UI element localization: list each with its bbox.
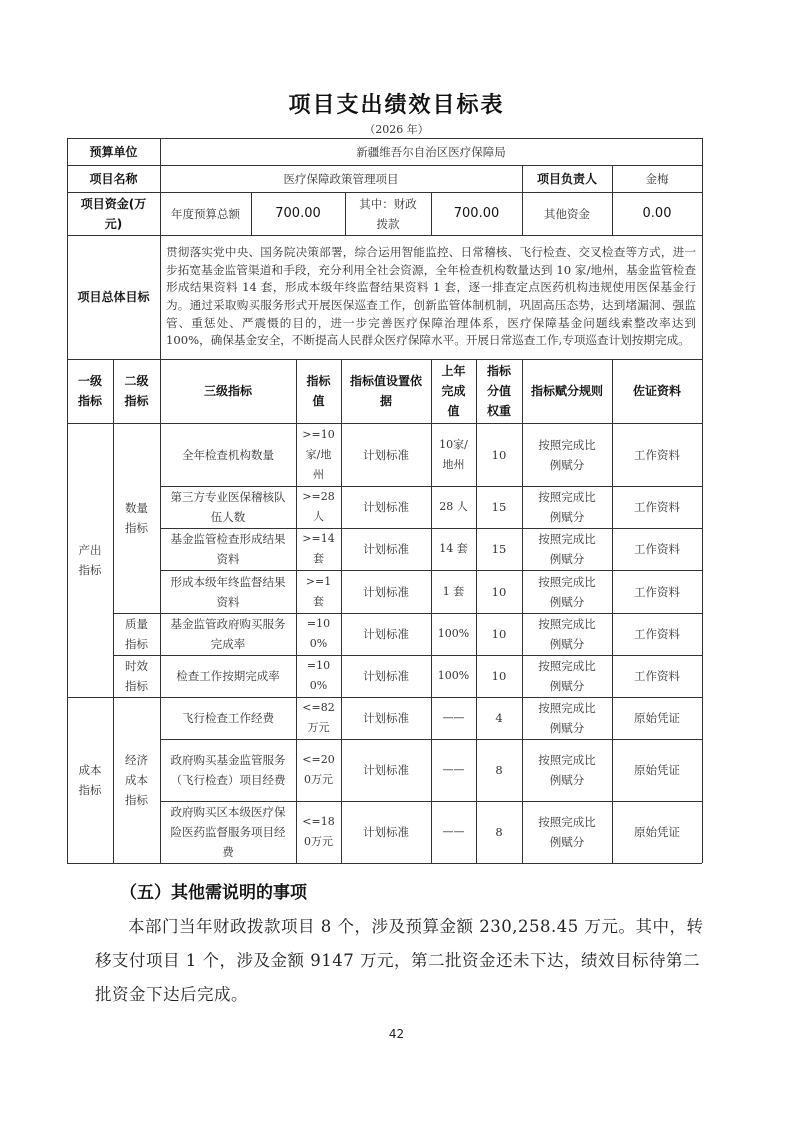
table-rule [67,359,702,360]
table-rule [702,138,703,863]
indicator-rule: 按照完成比例赋分 [538,753,596,787]
indicator-value: =100% [306,659,331,692]
table-rule [345,192,346,235]
indicator-name: 全年检查机构数量 [182,447,274,462]
header-evidence: 佐证资料 [632,384,681,398]
indicator-basis: 计划标准 [363,763,409,777]
indicator-evidence: 工作资料 [634,447,680,462]
funds-label: 项目资金(万元) [80,196,147,231]
level2-economic-cost: 经济成本指标 [125,753,148,807]
table-rule [67,165,702,166]
indicator-value: >=28人 [302,490,335,523]
annual-total-label: 年度预算总额 [171,206,240,221]
table-rule [160,359,161,863]
indicator-name: 政府购买区本级医疗保险医药监督服务项目经费 [170,805,286,859]
table-rule [113,613,702,614]
table-rule [113,359,114,863]
indicator-evidence: 工作资料 [634,584,680,599]
indicator-weight: 15 [491,500,507,514]
indicator-last-year: 14 套 [439,542,468,555]
indicator-last-year: 10家/地州 [439,437,468,471]
table-rule [160,801,702,802]
indicator-value: <=180万元 [302,815,335,848]
indicator-weight: 10 [491,669,507,683]
table-rule [160,138,161,359]
indicator-basis: 计划标准 [363,825,409,839]
indicator-evidence: 原始凭证 [634,825,680,839]
page-number: 42 [388,1027,405,1041]
indicator-basis: 计划标准 [363,711,409,725]
project-name-label: 项目名称 [89,171,138,186]
indicator-rule: 按照完成比例赋分 [538,490,596,524]
indicator-name: 政府购买基金监管服务（飞行检查）项目经费 [170,753,286,787]
table-rule [296,359,297,863]
indicator-name: 飞行检查工作经费 [182,711,274,725]
indicator-value: >=10家/地州 [302,427,335,481]
table-rule [612,359,613,863]
indicator-value: >=1套 [305,574,332,608]
fiscal-label: 其中：财政拨款 [359,196,417,231]
project-leader-label: 项目负责人 [536,171,597,186]
indicator-evidence: 工作资料 [634,500,680,514]
section-paragraph: 本部门当年财政拨款项目 8 个，涉及预算金额 230,258.45 万元。其中，转移支付项目 1 个，涉及金额 9147 万元，第二批资金还未下达，绩效目标待第二批资金下达后完成。 [95,917,704,1004]
header-level2: 二级指标 [124,374,149,408]
table-rule [67,138,68,863]
project-name-value: 医疗保障政策管理项目 [283,171,399,186]
table-rule [67,138,702,139]
table-rule [522,165,523,235]
header-last-year: 上年完成值 [441,364,466,418]
indicator-last-year: —— [442,711,465,724]
section-heading: （五）其他需说明的事项 [120,883,307,903]
year-subtitle: （2026 年） [364,123,429,136]
table-rule [251,192,252,235]
other-funds-value: 0.00 [642,205,672,221]
budget-unit-value: 新疆维吾尔自治区医疗保障局 [356,144,506,159]
table-rule [431,359,432,863]
other-funds-label: 其他资金 [544,206,590,221]
indicator-rule: 按照完成比例赋分 [538,532,596,566]
budget-unit-label: 预算单位 [89,144,138,159]
header-weight: 指标分值权重 [486,364,511,418]
level2-quality: 质量指标 [125,617,148,651]
indicator-name: 基金监管政府购买服务完成率 [170,617,286,651]
header-level3: 三级指标 [203,384,252,398]
table-rule [67,863,702,864]
project-leader-value: 金梅 [645,171,669,186]
indicator-name: 基金监管检查形成结果资料 [170,532,286,566]
indicator-basis: 计划标准 [363,500,409,514]
table-rule [113,655,702,656]
indicator-value: =100% [306,617,331,650]
indicator-rule: 按照完成比例赋分 [538,617,596,651]
header-basis: 指标值设置依据 [349,374,422,408]
table-rule [160,528,702,529]
indicator-last-year: —— [442,763,465,776]
header-value: 指标值 [306,374,331,408]
indicator-basis: 计划标准 [363,627,409,641]
indicator-basis: 计划标准 [363,542,409,556]
indicator-last-year: 100% [437,669,470,682]
indicator-name: 检查工作按期完成率 [176,669,280,683]
header-level1: 一级指标 [77,374,102,408]
indicator-weight: 10 [491,447,507,462]
indicator-basis: 计划标准 [363,669,409,683]
level2-quantity: 数量指标 [125,501,148,535]
indicator-value: >=14套 [302,532,335,565]
indicator-rule: 按照完成比例赋分 [538,437,596,472]
indicator-value: <=200万元 [302,753,335,786]
table-rule [67,423,702,424]
indicator-last-year: —— [442,825,465,838]
fiscal-value: 700.00 [453,205,500,221]
indicator-weight: 8 [495,763,503,777]
table-rule [160,570,702,571]
indicator-last-year: 100% [437,627,470,640]
table-rule [431,192,432,235]
indicator-evidence: 工作资料 [634,669,680,683]
indicator-evidence: 原始凭证 [634,711,680,725]
level1-cost: 成本指标 [78,763,102,797]
indicator-evidence: 工作资料 [634,542,680,556]
indicator-weight: 15 [491,542,507,556]
page-title: 项目支出绩效目标表 [288,93,505,118]
indicator-weight: 4 [495,711,503,725]
overall-goal-label: 项目总体目标 [77,290,150,304]
table-rule [612,165,613,235]
table-rule [67,697,702,698]
indicator-rule: 按照完成比例赋分 [538,659,596,693]
indicator-rule: 按照完成比例赋分 [538,574,596,609]
indicator-basis: 计划标准 [363,584,409,599]
table-rule [160,739,702,740]
indicator-last-year: 1 套 [442,584,465,598]
indicator-name: 形成本级年终监督结果资料 [170,574,286,609]
level1-output: 产出指标 [78,543,102,577]
indicator-name: 第三方专业医保稽核队伍人数 [170,490,286,524]
table-rule [67,192,702,193]
indicator-evidence: 原始凭证 [634,763,680,777]
table-rule [341,359,342,863]
indicator-rule: 按照完成比例赋分 [538,701,596,735]
annual-total-value: 700.00 [275,205,321,221]
indicator-weight: 8 [495,825,503,839]
table-rule [476,359,477,863]
table-rule [160,486,702,487]
table-rule [522,359,523,863]
indicator-weight: 10 [491,584,507,599]
level2-timeliness: 时效指标 [125,659,148,693]
indicator-value: <=82万元 [302,701,335,734]
indicator-rule: 按照完成比例赋分 [538,815,596,849]
header-rule: 指标赋分规则 [530,384,603,398]
indicator-weight: 10 [491,627,507,641]
indicator-evidence: 工作资料 [634,627,680,641]
indicator-basis: 计划标准 [363,447,409,462]
indicator-last-year: 28 人 [439,500,468,513]
overall-goal-text: 贯彻落实党中央、国务院决策部署，综合运用智能监控、日常稽核、飞行检查、交叉检查等方式，进一步拓宽基金监管渠道和手段，充分利用全社会资源，全年检查机构数量达到 10 家/地州，基金监管检查形成结果资料 14 套，形成本级年终监督结果资料 1 套，逐一排查定点医药机构违规使用医保基金行为。通过采取购买服务形式开展医保巡查工作，创新监管体制机制，巩固高压态势，达到堵漏洞、强监管、重惩处、严震慑的目的，进一步完善医疗保障治理体系，医疗保障基金问题线索整改率达到 100%，确保基金安全，不断提高人民群众医疗保障水平。开展日常巡查工作,专项巡查计划按期完成。 [166,245,696,348]
table-rule [67,235,702,236]
